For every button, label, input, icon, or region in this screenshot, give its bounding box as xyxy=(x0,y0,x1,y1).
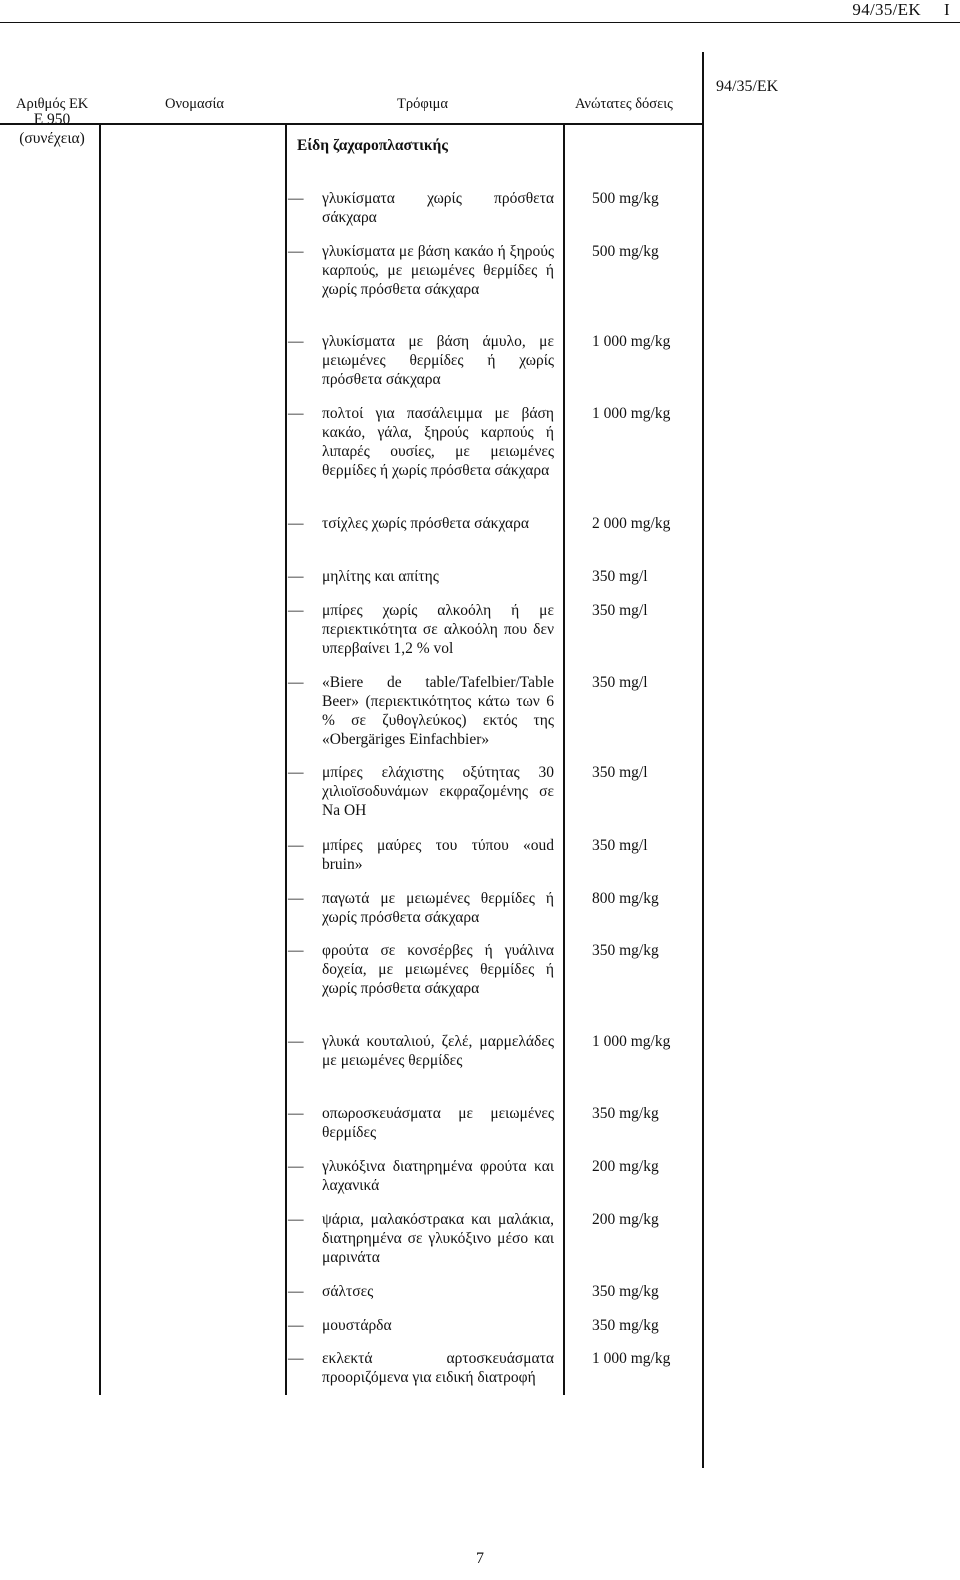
max-dose: 2 000 mg/kg xyxy=(592,515,671,532)
food-item: οπωροσκευάσματα με μειωμένες θερμίδες xyxy=(322,1105,554,1141)
dash: — xyxy=(288,837,304,854)
food-item: πολτοί για πασάλειμμα με βάση κακάο, γάλα, ξηρούς καρπούς ή λιπαρές ουσίες, με μειωμένες θερμίδες ή χωρίς πρόσθετα σάκχαρα xyxy=(322,405,554,479)
max-dose: 1 000 mg/kg xyxy=(592,405,671,422)
food-item: μπίρες ελάχιστης οξύτητας 30 χιλιοϊσοδυνάμων εκφραζομένης σε Na OH xyxy=(322,764,554,819)
dash: — xyxy=(288,333,304,350)
dash: — xyxy=(288,1158,304,1175)
dash: — xyxy=(288,515,304,532)
food-item: «Biere de table/Tafelbier/Table Beer» (περιεκτικότητος κάτω των 6 % σε ζυθογλεύκος) εκτός της «Obergäriges Einfachbier» xyxy=(322,674,554,748)
column-header-name: Ονομασία xyxy=(165,96,224,112)
food-item: εκλεκτά αρτοσκευάσματα προοριζόμενα για ειδική διατροφή xyxy=(322,1350,554,1386)
running-head-ref: 94/35/ΕΚ xyxy=(852,0,921,19)
max-dose: 350 mg/kg xyxy=(592,1283,659,1300)
header-rule xyxy=(0,22,960,23)
dash: — xyxy=(288,405,304,422)
dash: — xyxy=(288,243,304,260)
max-dose: 500 mg/kg xyxy=(592,190,659,207)
food-item: μπίρες χωρίς αλκοόλη ή με περιεκτικότητα σε αλκοόλη που δεν υπερβαίνει 1,2 % vol xyxy=(322,602,554,657)
food-item: σάλτσες xyxy=(322,1283,374,1300)
max-dose: 350 mg/kg xyxy=(592,942,659,959)
ec-code-continued: (συνέχεια) xyxy=(19,130,85,147)
dash: — xyxy=(288,1317,304,1334)
food-item: γλυκίσματα χωρίς πρόσθετα σάκχαρα xyxy=(322,190,554,226)
food-item: γλυκίσματα με βάση κακάο ή ξηρούς καρπούς, με μειωμένες θερμίδες ή χωρίς πρόσθετα σάκχαρα xyxy=(322,243,554,298)
food-item: φρούτα σε κονσέρβες ή γυάλινα δοχεία, με μειωμένες θερμίδες ή χωρίς πρόσθετα σάκχαρα xyxy=(322,942,554,997)
dash: — xyxy=(288,1105,304,1122)
max-dose: 1 000 mg/kg xyxy=(592,333,671,350)
running-head-suffix: I xyxy=(944,0,950,19)
column-header-max-dose: Ανώτατες δόσεις xyxy=(575,96,673,112)
table-header-rule xyxy=(0,123,703,125)
food-item: παγωτά με μειωμένες θερμίδες ή χωρίς πρόσθετα σάκχαρα xyxy=(322,890,554,926)
running-header xyxy=(852,0,950,20)
max-dose: 200 mg/kg xyxy=(592,1158,659,1175)
max-dose: 1 000 mg/kg xyxy=(592,1350,671,1367)
side-reference: 94/35/ΕΚ xyxy=(716,78,779,95)
column-divider-foods xyxy=(285,123,287,1395)
column-divider-code xyxy=(99,123,101,1395)
dash: — xyxy=(288,890,304,907)
max-dose: 200 mg/kg xyxy=(592,1211,659,1228)
max-dose: 350 mg/l xyxy=(592,674,648,691)
dash: — xyxy=(288,568,304,585)
max-dose: 350 mg/l xyxy=(592,764,648,781)
column-header-code: Αριθμός ΕΚ xyxy=(16,96,89,112)
food-item: μηλίτης και απίτης xyxy=(322,568,439,585)
food-item: ψάρια, μαλακόστρακα και μαλάκια, διατηρημένα σε γλυκόξινο μέσο και μαρινάτα xyxy=(322,1211,554,1266)
max-dose: 1 000 mg/kg xyxy=(592,1033,671,1050)
dash: — xyxy=(288,942,304,959)
food-item: μπίρες μαύρες του τύπου «oud bruin» xyxy=(322,837,554,873)
dash: — xyxy=(288,1350,304,1367)
dash: — xyxy=(288,1283,304,1300)
ec-code xyxy=(12,110,92,148)
food-item: γλυκά κουταλιού, ζελέ, μαρμελάδες με μειωμένες θερμίδες xyxy=(322,1033,554,1069)
table-right-border xyxy=(702,52,704,1468)
dash: — xyxy=(288,602,304,619)
dash: — xyxy=(288,674,304,691)
dash: — xyxy=(288,1211,304,1228)
column-header-foods: Τρόφιμα xyxy=(397,96,448,112)
max-dose: 350 mg/kg xyxy=(592,1317,659,1334)
max-dose: 350 mg/kg xyxy=(592,1105,659,1122)
max-dose: 350 mg/l xyxy=(592,837,648,854)
ec-code-number: Ε 950 xyxy=(33,111,71,128)
page-number: 7 xyxy=(476,1550,484,1567)
max-dose: 350 mg/l xyxy=(592,602,648,619)
group-title: Είδη ζαχαροπλαστικής xyxy=(297,137,448,154)
dash: — xyxy=(288,190,304,207)
max-dose: 500 mg/kg xyxy=(592,243,659,260)
food-item: μουστάρδα xyxy=(322,1317,392,1334)
max-dose: 350 mg/l xyxy=(592,568,648,585)
max-dose: 800 mg/kg xyxy=(592,890,659,907)
food-item: γλυκόξινα διατηρημένα φρούτα και λαχανικά xyxy=(322,1158,554,1194)
column-divider-dose xyxy=(563,123,565,1395)
dash: — xyxy=(288,1033,304,1050)
dash: — xyxy=(288,764,304,781)
food-item: τσίχλες χωρίς πρόσθετα σάκχαρα xyxy=(322,515,529,532)
food-item: γλυκίσματα με βάση άμυλο, με μειωμένες θερμίδες ή χωρίς πρόσθετα σάκχαρα xyxy=(322,333,554,388)
